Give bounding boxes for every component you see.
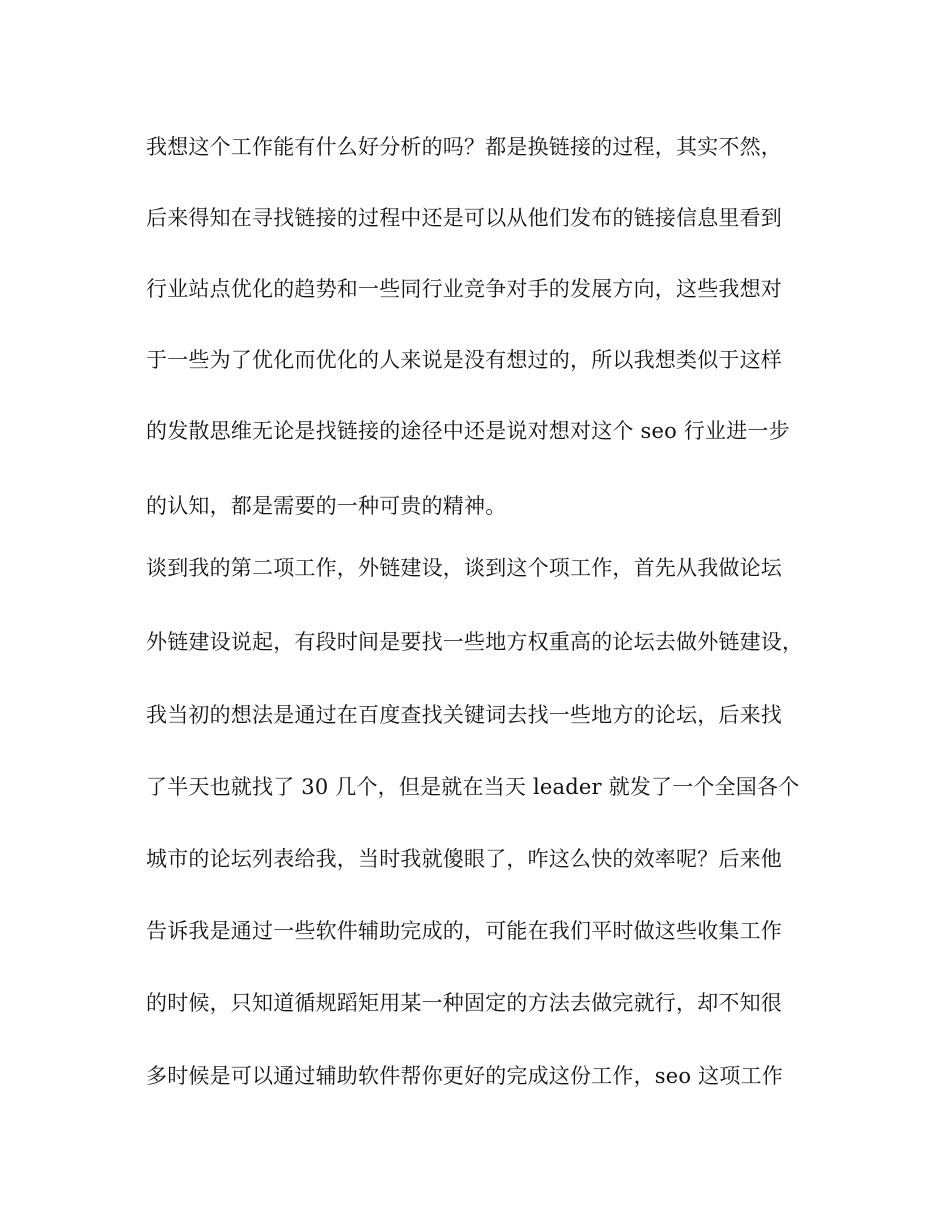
text-line: 我想这个工作能有什么好分析的吗？都是换链接的过程，其实不然， xyxy=(146,135,782,159)
text-line: 于一些为了优化而优化的人来说是没有想过的，所以我想类似于这样 xyxy=(146,348,782,372)
text-line: 外链建设说起，有段时间是要找一些地方权重高的论坛去做外链建设， xyxy=(146,630,804,654)
text-line: 的发散思维无论是找链接的途径中还是说对想对这个 seo 行业进一步 xyxy=(146,419,790,443)
text-line: 城市的论坛列表给我，当时我就傻眼了，咋这么快的效率呢？后来他 xyxy=(146,847,782,871)
text-line: 谈到我的第二项工作，外链建设，谈到这个项工作，首先从我做论坛 xyxy=(146,556,782,580)
text-line: 后来得知在寻找链接的过程中还是可以从他们发布的链接信息里看到 xyxy=(146,206,782,230)
text-line: 的时候，只知道循规蹈矩用某一种固定的方法去做完就行，却不知很 xyxy=(146,991,782,1015)
text-line: 了半天也就找了 30 几个，但是就在当天 leader 就发了一个全国各个 xyxy=(146,775,800,799)
text-line: 告诉我是通过一些软件辅助完成的，可能在我们平时做这些收集工作 xyxy=(146,919,782,943)
text-line: 多时候是可以通过辅助软件帮你更好的完成这份工作，seo 这项工作 xyxy=(146,1064,783,1088)
text-line: 我当初的想法是通过在百度查找关键词去找一些地方的论坛，后来找 xyxy=(146,703,782,727)
text-line: 行业站点优化的趋势和一些同行业竞争对手的发展方向，这些我想对 xyxy=(146,277,782,301)
text-line: 的认知，都是需要的一种可贵的精神。 xyxy=(146,494,507,518)
